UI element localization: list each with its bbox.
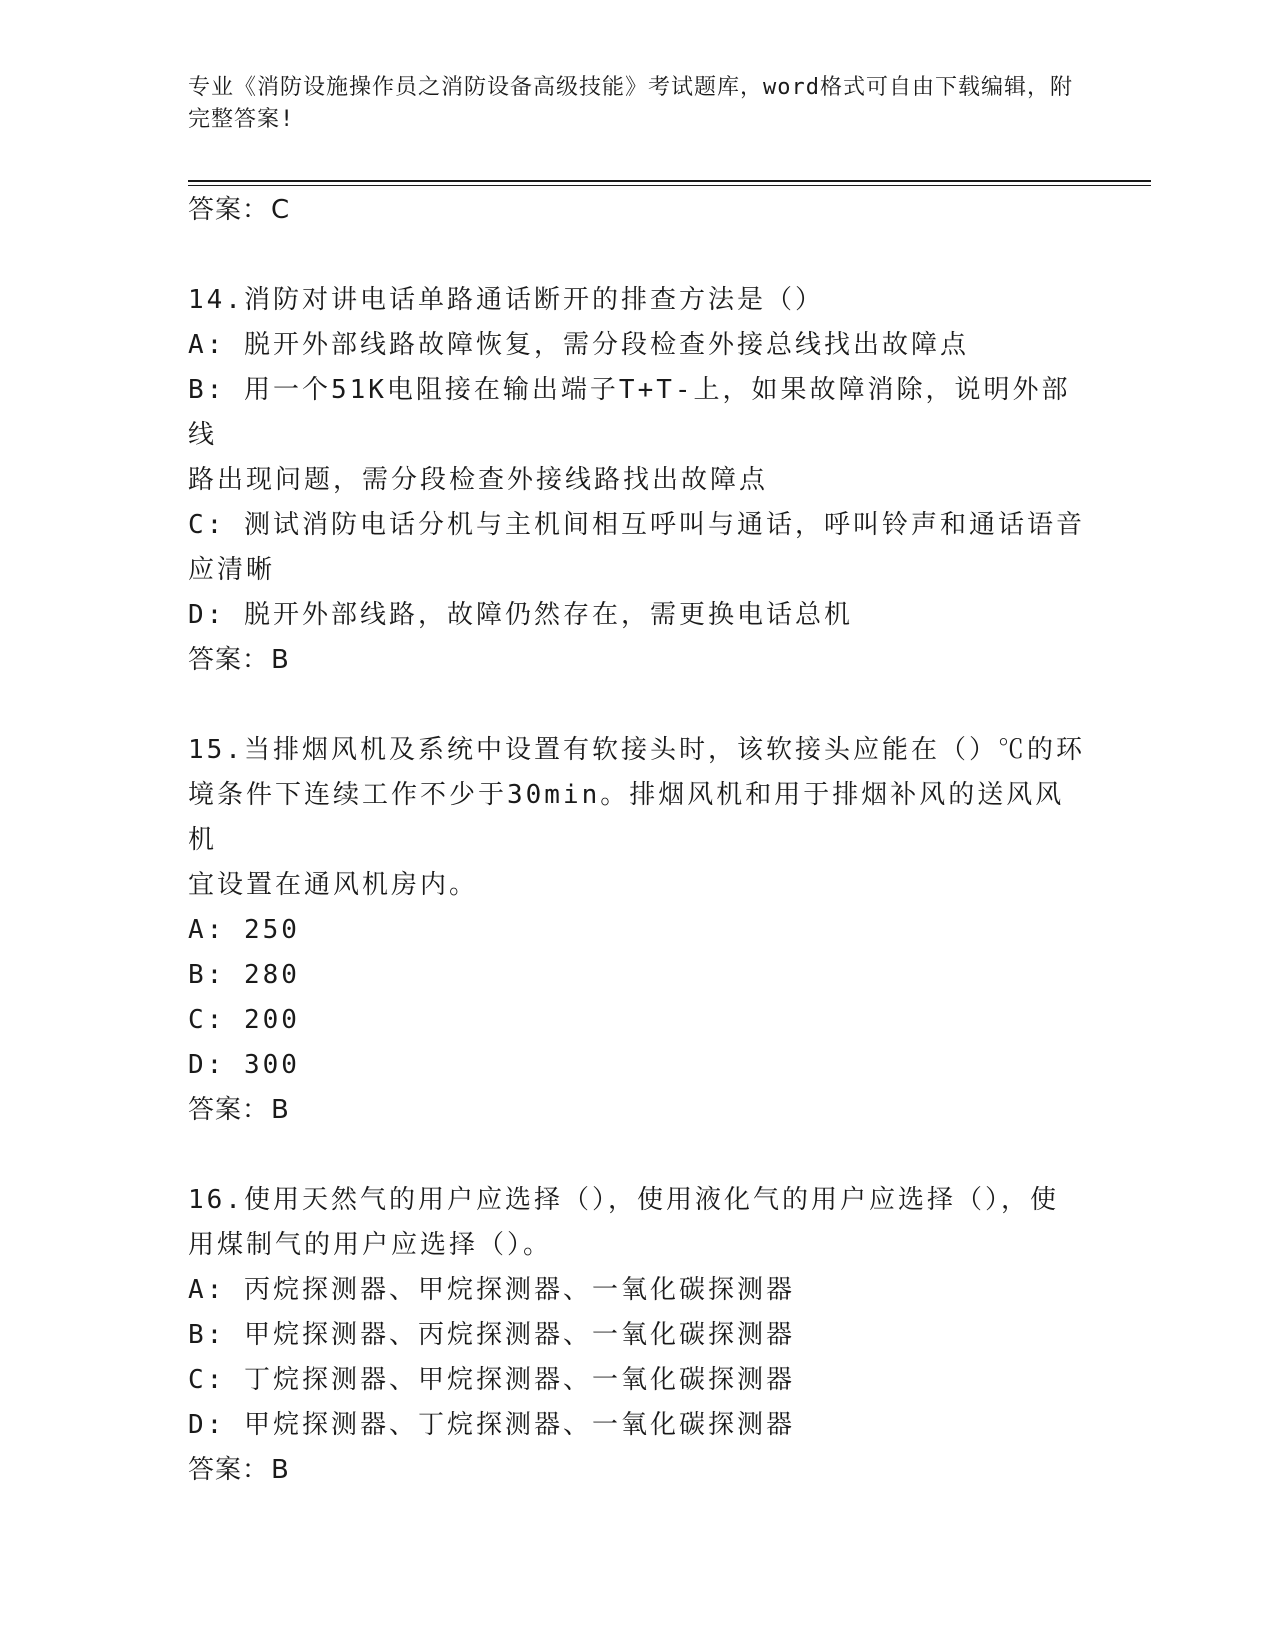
option-d: D: 脱开外部线路，故障仍然存在，需更换电话总机 — [188, 600, 853, 630]
answer-label: 答案： — [188, 195, 270, 225]
answer-line — [188, 1088, 1088, 1133]
option-b: B: 用一个51K电阻接在输出端子T+T-上，如果故障消除，说明外部线 — [188, 375, 1071, 450]
option-c: C: 测试消防电话分机与主机间相互呼叫与通话，呼叫铃声和通话语音 — [188, 510, 1085, 540]
answer-line — [188, 1448, 1088, 1493]
option-c: C: 丁烷探测器、甲烷探测器、一氧化碳探测器 — [188, 1365, 795, 1395]
option-b: B: 280 — [188, 960, 300, 990]
question-15 — [188, 728, 1088, 1133]
option-c-continued: 应清晰 — [188, 555, 276, 585]
option-d: D: 甲烷探测器、丁烷探测器、一氧化碳探测器 — [188, 1410, 795, 1440]
header-divider-thin — [188, 185, 1151, 186]
answer-label: 答案： — [188, 1095, 270, 1125]
question-stem-continued: 用煤制气的用户应选择（）。 — [188, 1230, 553, 1260]
question-stem: 16.使用天然气的用户应选择（），使用液化气的用户应选择（），使 — [188, 1185, 1059, 1215]
answer-value: B — [271, 1455, 290, 1485]
question-14 — [188, 278, 1088, 683]
option-a: A: 丙烷探测器、甲烷探测器、一氧化碳探测器 — [188, 1275, 795, 1305]
answer-line — [188, 188, 1088, 233]
question-stem-continued: 境条件下连续工作不少于30min。排烟风机和用于排烟补风的送风风机 — [188, 780, 1065, 855]
answer-value: C — [271, 195, 291, 225]
question-stem: 14.消防对讲电话单路通话断开的排查方法是（） — [188, 285, 824, 315]
question-stem: 15.当排烟风机及系统中设置有软接头时，该软接头应能在（）℃的环 — [188, 735, 1085, 765]
option-b-continued: 路出现问题，需分段检查外接线路找出故障点 — [188, 465, 769, 495]
option-d: D: 300 — [188, 1050, 300, 1080]
option-a: A: 脱开外部线路故障恢复，需分段检查外接总线找出故障点 — [188, 330, 969, 360]
question-stem-continued: 宜设置在通风机房内。 — [188, 870, 479, 900]
question-list — [188, 188, 1088, 1493]
option-a: A: 250 — [188, 915, 300, 945]
answer-value: B — [271, 645, 290, 675]
option-b: B: 甲烷探测器、丙烷探测器、一氧化碳探测器 — [188, 1320, 795, 1350]
option-c: C: 200 — [188, 1005, 300, 1035]
header-divider-thick — [188, 180, 1151, 182]
question-16 — [188, 1178, 1088, 1493]
answer-label: 答案： — [188, 645, 270, 675]
answer-label: 答案： — [188, 1455, 270, 1485]
answer-line — [188, 638, 1088, 683]
answer-value: B — [271, 1095, 290, 1125]
document-header: 专业《消防设施操作员之消防设备高级技能》考试题库，word格式可自由下载编辑，附完整答案! — [188, 75, 1073, 132]
